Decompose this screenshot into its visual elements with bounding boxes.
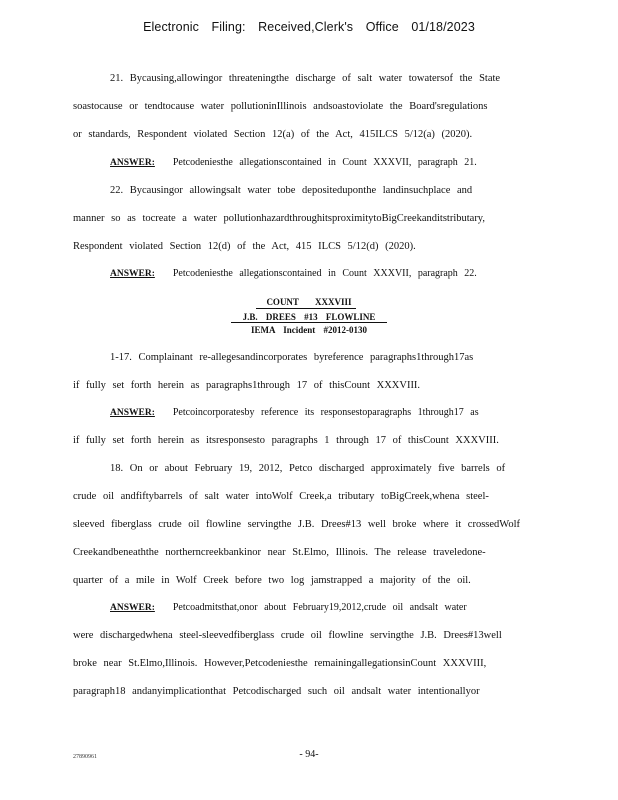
answer-label: ANSWER: [110,603,155,613]
answer-18-line-3: broke near St.Elmo,Illinois. However,Petcodeniesthe remainingallegationsinCount XXXVIII, [73,658,487,669]
filing-stamp: Electronic Filing: Received,Clerk's Office 01/18/2023 [143,20,475,34]
paragraph-21-line-1: 21. Bycausing,allowingor threateningthe discharge of salt water towatersof the State [110,73,501,84]
answer-21-text: Petcodeniesthe allegationscontained in Count XXXVII, paragraph 21. [172,157,477,168]
answer-21 [110,157,531,168]
heading-rule [256,308,356,309]
count-subheading: J.B. DREES #13 FLOWLINE [242,312,376,322]
paragraph-21-line-2: soastocause or tendtocause water pollutioninIllinois andsoastoviolate the Board'sregulations [73,101,488,112]
answer-18-text: Petcoadmitsthat,onor about February19,2012,crude oil andsalt water [172,602,467,613]
page-number: - 94- [299,749,319,760]
paragraph-1-17-line-1: 1-17. Complainant re-allegesandincorporates byreference paragraphs1through17as [110,352,474,363]
paragraph-18-line-2: crude oil andfiftybarrels of salt water intoWolf Creek,a tributary toBigCreek,whena steel- [73,491,489,502]
document-id: 27890961 [73,754,97,760]
answer-22-text: Petcodeniesthe allegationscontained in Count XXXVII, paragraph 22. [172,268,477,279]
paragraph-22-line-1: 22. Bycausingor allowingsalt water tobe depositeduponthe landinsuchplace and [110,185,473,196]
paragraph-22-line-3: Respondent violated Section 12(d) of the Act, 415 ILCS 5/12(d) (2020). [73,241,416,252]
subheading-rule [231,322,387,323]
count-heading: COUNT XXXVIII [266,297,352,307]
paragraph-18-line-4: Creekandbeneaththe northerncreekbankinor near St.Elmo, Illinois. The release traveledone- [73,547,486,558]
answer-1-17 [110,407,531,418]
paragraph-18-line-3: sleeved fiberglass crude oil flowline servingthe J.B. Drees#13 well broke where it crossedWolf [73,519,521,530]
answer-18-line-4: paragraph18 andanyimplicationthat Petcodischarged such oil andsalt water intentionallyor [73,686,480,697]
answer-label: ANSWER: [110,408,155,418]
paragraph-22-line-2: manner so as tocreate a water pollutionhazardthroughitsproximitytoBigCreekanditstributary, [73,213,486,224]
answer-18 [110,602,531,613]
paragraph-1-17-line-2: if fully set forth herein as paragraphs1through 17 of thisCount XXXVIII. [73,380,421,391]
answer-18-line-2: were dischargedwhena steel-sleevedfiberglass crude oil flowline servingthe J.B. Drees#13well [73,630,502,641]
paragraph-18-line-5: quarter of a mile in Wolf Creek before two log jamstrapped a majority of the oil. [73,575,471,586]
answer-label: ANSWER: [110,158,155,168]
answer-22 [110,268,531,279]
paragraph-18-line-1: 18. On or about February 19, 2012, Petco discharged approximately five barrels of [110,463,506,474]
paragraph-21-line-3: or standards, Respondent violated Section 12(a) of the Act, 415ILCS 5/12(a) (2020). [73,129,473,140]
answer-label: ANSWER: [110,269,155,279]
answer-1-17-line-2: if fully set forth herein as itsresponsesto paragraphs 1 through 17 of thisCount XXXVIII. [73,435,499,446]
incident-number: IEMA Incident #2012-0130 [250,325,367,335]
answer-1-17-text: Petcoincorporatesby reference its responsestoparagraphs 1through17 as [172,407,479,418]
